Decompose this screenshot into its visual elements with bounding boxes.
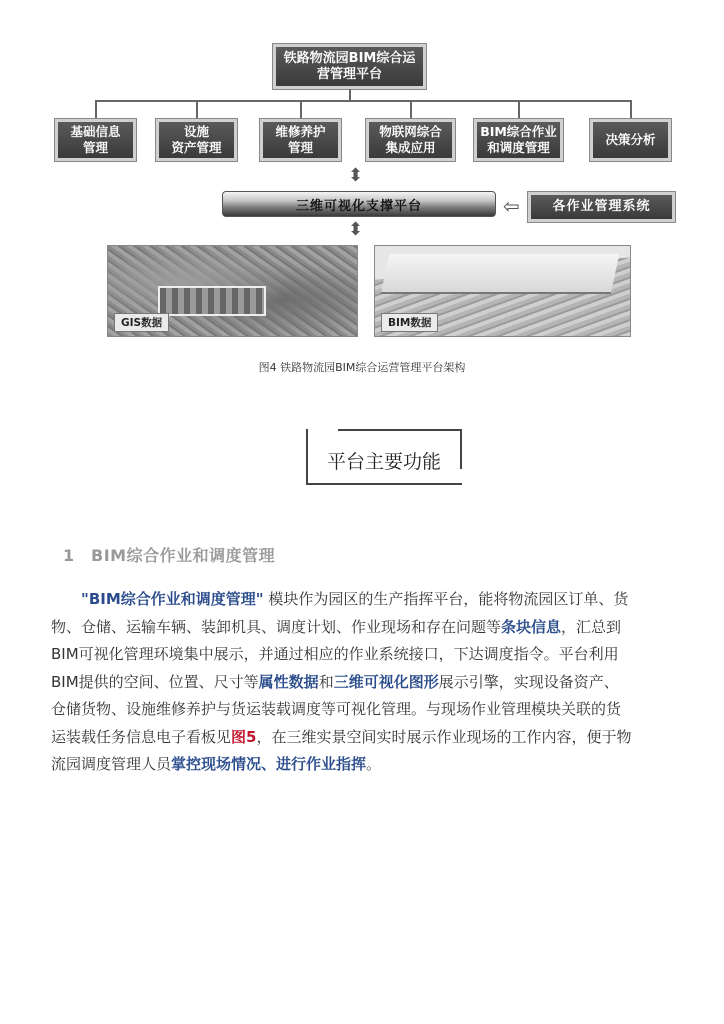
highlight-3d-graphics: 三维可视化图形 xyxy=(333,672,439,691)
section-title: 平台主要功能 xyxy=(326,451,441,473)
sub-heading xyxy=(63,543,275,566)
text-run: BIM提供的空间、位置、尺寸等 xyxy=(51,672,259,691)
text-run: 运装载任务信息电子看板见 xyxy=(51,727,232,746)
paragraph-line xyxy=(51,669,679,697)
paragraph-line xyxy=(51,614,679,642)
text-run: ，在三维实景空间实时展示作业现场的工作内容，便于物 xyxy=(256,727,632,746)
connector-drop-5 xyxy=(518,100,520,120)
highlight-info: 条块信息 xyxy=(501,617,562,636)
gis-label: GIS数据 xyxy=(114,313,169,332)
connector-drop-2 xyxy=(196,100,198,120)
connector-drop-3 xyxy=(300,100,302,120)
module-facility-assets: 设施 资产管理 xyxy=(156,119,237,161)
left-arrow-icon: ⇦ xyxy=(503,194,520,218)
side-systems-box: 各作业管理系统 xyxy=(528,192,675,222)
gis-image xyxy=(107,245,358,337)
architecture-diagram xyxy=(0,0,724,345)
sub-heading-text: BIM综合作业和调度管理 xyxy=(91,546,276,565)
bim-station-model xyxy=(381,254,620,294)
module-decision-analysis: 决策分析 xyxy=(590,119,671,161)
figure-5-link[interactable]: 图5 xyxy=(231,727,257,746)
module-maintenance: 维修养护 管理 xyxy=(260,119,341,161)
text-run: 流园调度管理人员 xyxy=(51,755,172,773)
bim-image xyxy=(374,245,631,337)
paragraph-line xyxy=(51,751,679,779)
text-run: 模块作为园区的生产指挥平台，能将物流园区订单、货 xyxy=(263,590,629,608)
connector-drop-4 xyxy=(410,100,412,120)
platform-bar: 三维可视化支撑平台 xyxy=(222,191,496,217)
paragraph-line xyxy=(51,586,679,614)
double-arrow-icon-lower: ⬍ xyxy=(348,219,364,240)
double-arrow-icon-upper: ⬍ xyxy=(348,165,364,186)
figure-caption: 图4 铁路物流园BIM综合运营管理平台架构 xyxy=(258,361,466,374)
gis-inset-image xyxy=(158,286,266,316)
paragraph-line xyxy=(51,724,679,752)
paragraph-line: BIM可视化管理环境集中展示，并通过相应的作业系统接口，下达调度指令。平台利用 xyxy=(51,645,619,663)
text-run: 和 xyxy=(318,672,334,691)
diagram-top-box: 铁路物流园BIM综合运 营管理平台 xyxy=(273,44,426,89)
section-title-frame-top xyxy=(338,429,462,431)
text-run: 物、仓储、运输车辆、装卸机具、调度计划、作业现场和存在问题等 xyxy=(51,617,502,636)
module-basic-info: 基础信息 管理 xyxy=(55,119,136,161)
connector-horizontal xyxy=(95,100,632,102)
text-run: ，汇总到 xyxy=(561,617,622,636)
connector-drop-6 xyxy=(630,100,632,120)
module-iot-integration: 物联网综合 集成应用 xyxy=(366,119,455,161)
module-name-highlight: "BIM综合作业和调度管理" xyxy=(81,590,264,608)
connector-drop-1 xyxy=(95,100,97,120)
highlight-control: 掌控现场情况、进行作业指挥 xyxy=(171,755,367,773)
body-paragraph xyxy=(51,586,679,779)
highlight-attribute-data: 属性数据 xyxy=(258,672,319,691)
bim-label: BIM数据 xyxy=(381,313,438,332)
sub-heading-number: 1 xyxy=(63,546,75,565)
text-run: 展示引擎，实现设备资产、 xyxy=(438,672,619,691)
text-run: 。 xyxy=(366,755,382,773)
paragraph-line: 仓储货物、设施维修养护与货运装载调度等可视化管理。与现场作业管理模块关联的货 xyxy=(51,700,622,718)
module-bim-dispatch: BIM综合作业 和调度管理 xyxy=(474,119,563,161)
